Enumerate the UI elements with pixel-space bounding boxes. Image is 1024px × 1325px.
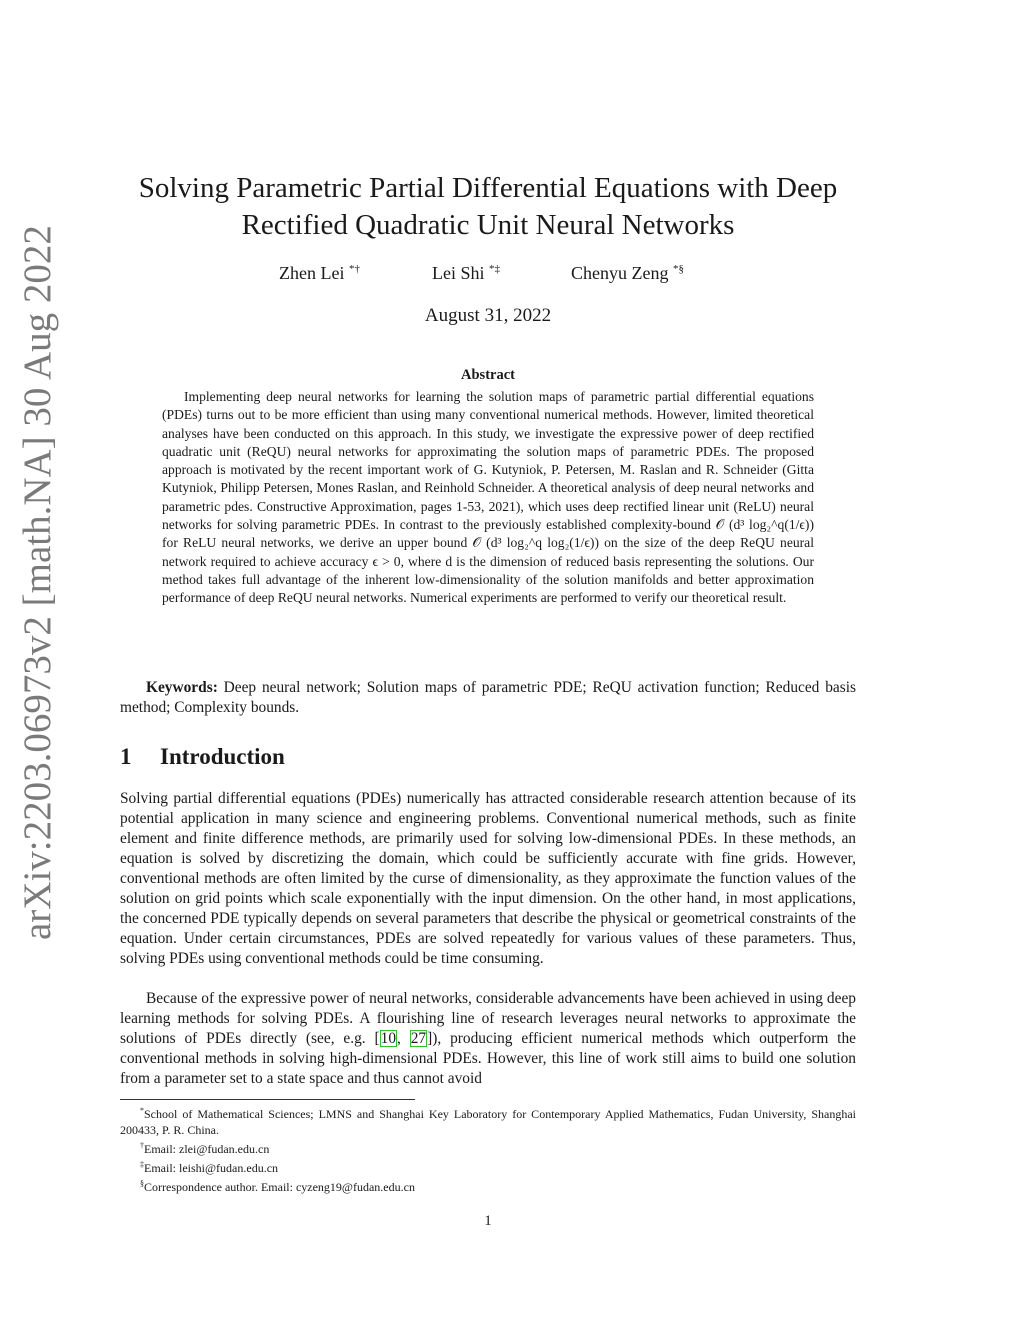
citation-link[interactable]: 10 [380,1030,397,1047]
author-marks: *‡ [489,263,500,275]
footnote-divider [120,1099,415,1100]
paragraph-text: Because of the expressive power of neural networks, considerable advancements have been achieved in using deep learning methods for solving PDEs. A flourishing line of research leverages neural networks to approximate the solutions of PDEs directly (see, e.g. [ [120,990,856,1047]
section-number: 1 [120,744,132,769]
footnote-affiliation [120,1103,856,1138]
paper-title: Solving Parametric Partial Differential Equations with Deep Rectified Quadratic Unit Neural Networks [138,172,838,241]
footnote-text: Email: zlei@fudan.edu.cn [144,1142,270,1156]
arxiv-identifier-stamp: arXiv:2203.06973v2 [math.NA] 30 Aug 2022 [16,225,59,940]
intro-paragraph-2 [120,989,856,1089]
publication-date: August 31, 2022 [424,305,552,326]
section-heading-introduction [120,744,285,770]
footnote-mark: † [140,1141,144,1150]
author-name: Zhen Lei [279,263,345,283]
author-name: Lei Shi [432,263,485,283]
footnote-email-2 [120,1157,856,1176]
author-1 [279,263,360,284]
footnote-correspondence [120,1176,856,1195]
section-title: Introduction [160,744,285,769]
footnote-email-1 [120,1138,856,1157]
abstract-heading: Abstract [461,367,515,383]
keywords-text: Deep neural network; Solution maps of parametric PDE; ReQU activation function; Reduced basis method; Complexity bounds. [120,679,856,716]
citation-separator: , [397,1030,410,1047]
footnote-text: School of Mathematical Sciences; LMNS and Shanghai Key Laboratory for Contemporary Applied Mathematics, Fudan University, Shanghai 200433, P. R. China. [120,1107,856,1137]
author-list [0,263,1024,289]
footnotes [120,1103,856,1195]
footnote-text: Correspondence author. Email: cyzeng19@fudan.edu.cn [144,1180,415,1194]
intro-paragraph-1: Solving partial differential equations (PDEs) numerically has attracted considerable research attention because of its potential application in many science and engineering problems. Conventional numerical methods, such as finite element and finite difference methods, are primarily used for solving low-dimensional PDEs. In these methods, an equation is solved by discretizing the domain, which could be sufficiently accurate with fine grids. However, conventional methods are often limited by the curse of dimensionality, as they approximate the function values of the solution on grid points which scale exponentially with the input dimension. On the other hand, in most applications, the concerned PDE typically depends on several parameters that describe the physical or geometrical constraints of the equation. Under certain circumstances, PDEs are solved repeatedly for various values of these parameters. Thus, solving PDEs using conventional methods could be time consuming. [120,790,856,967]
footnote-text: Email: leishi@fudan.edu.cn [144,1161,279,1175]
author-name: Chenyu Zeng [571,263,669,283]
abstract-text: Implementing deep neural networks for learning the solution maps of parametric partial differential equations (PDEs) turns out to be more efficient than using many conventional numerical methods. However, limited theoretical analyses have been conducted on this approach. In this study, we investigate the expressive power of deep rectified quadratic unit (ReQU) neural networks for approximating the solution maps of parametric PDEs. The proposed approach is motivated by the recent important work of G. Kutyniok, P. Petersen, M. Raslan and R. Schneider (Gitta Kutyniok, Philipp Petersen, Mones Raslan, and Reinhold Schneider. A theoretical analysis of deep neural networks and parametric pdes. Constructive Approximation, pages 1-53, 2021), which uses deep rectified linear unit (ReLU) neural networks for solving parametric PDEs. In contrast to the previously established complexity-bound 𝒪 (d³ log₂^q(1/ϵ)) for ReLU neural networks, we derive an upper bound 𝒪 (d³ log₂^q log₂(1/ϵ)) on the size of the deep ReQU neural network required to achieve accuracy ϵ > 0, where d is the dimension of reduced basis representing the solutions. Our method takes full advantage of the inherent low-dimensionality of the solution manifolds and better approximation performance of deep ReQU neural networks. Numerical experiments are performed to verify our theoretical result. [162,389,814,606]
keywords-label: Keywords: [146,679,218,696]
author-2 [432,263,500,284]
author-marks: *§ [672,263,684,275]
paragraph-text: ]), producing efficient numerical methods which outperform the conventional methods in solving high-dimensional PDEs. However, this line of work still aims to build one solution from a parameter set to a state space and thus cannot avoid [120,1030,856,1087]
author-marks: *† [348,263,360,275]
keywords [120,678,856,718]
citation-link[interactable]: 27 [410,1030,427,1047]
author-3 [571,263,684,284]
footnote-mark: * [140,1106,144,1115]
footnote-mark: § [140,1179,144,1188]
page-number: 1 [484,1213,492,1229]
footnote-mark: ‡ [140,1160,144,1169]
